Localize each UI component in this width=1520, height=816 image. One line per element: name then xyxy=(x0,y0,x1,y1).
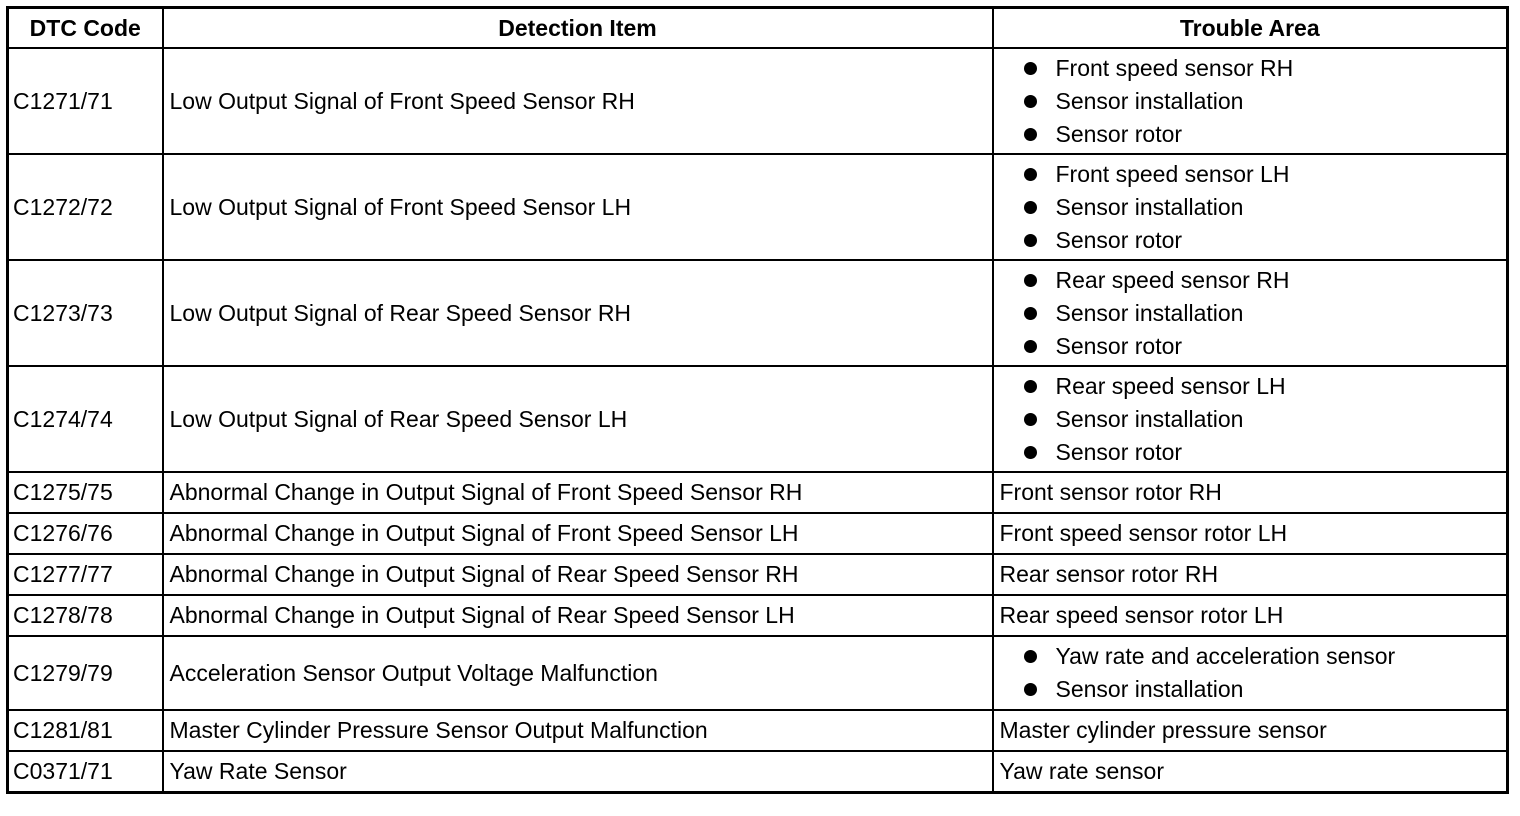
trouble-list-item xyxy=(1020,297,1501,330)
bullet-icon xyxy=(1024,95,1037,108)
header-row xyxy=(8,8,1508,49)
table-row xyxy=(8,513,1508,554)
trouble-list xyxy=(1000,52,1501,151)
dtc-code-cell: C1276/76 xyxy=(8,513,163,554)
header-dtc-code: DTC Code xyxy=(8,8,163,49)
detection-item-cell: Master Cylinder Pressure Sensor Output Malfunction xyxy=(163,710,993,751)
table-row xyxy=(8,366,1508,472)
table-row xyxy=(8,595,1508,636)
trouble-area-cell xyxy=(993,636,1508,710)
trouble-list-item xyxy=(1020,224,1501,257)
trouble-list-item xyxy=(1020,52,1501,85)
dtc-code-cell: C1279/79 xyxy=(8,636,163,710)
bullet-icon xyxy=(1024,307,1037,320)
bullet-icon xyxy=(1024,446,1037,459)
bullet-icon xyxy=(1024,274,1037,287)
detection-item-cell: Yaw Rate Sensor xyxy=(163,751,993,793)
trouble-list-item xyxy=(1020,191,1501,224)
trouble-list-item xyxy=(1020,85,1501,118)
bullet-icon xyxy=(1024,201,1037,214)
trouble-area-cell xyxy=(993,366,1508,472)
trouble-item-text: Sensor installation xyxy=(1055,87,1244,114)
table-row xyxy=(8,48,1508,154)
dtc-code-cell: C1273/73 xyxy=(8,260,163,366)
trouble-item-text: Rear speed sensor RH xyxy=(1055,266,1290,293)
trouble-list xyxy=(1000,640,1501,706)
dtc-code-cell: C1274/74 xyxy=(8,366,163,472)
trouble-area-cell: Rear sensor rotor RH xyxy=(993,554,1508,595)
trouble-area-cell: Master cylinder pressure sensor xyxy=(993,710,1508,751)
detection-item-cell: Low Output Signal of Rear Speed Sensor RH xyxy=(163,260,993,366)
bullet-icon xyxy=(1024,340,1037,353)
trouble-area-cell xyxy=(993,48,1508,154)
dtc-code-cell: C1281/81 xyxy=(8,710,163,751)
header-detection-item: Detection Item xyxy=(163,8,993,49)
trouble-list-item xyxy=(1020,673,1501,706)
trouble-list-item xyxy=(1020,264,1501,297)
detection-item-cell: Abnormal Change in Output Signal of Rear Speed Sensor RH xyxy=(163,554,993,595)
trouble-list-item xyxy=(1020,640,1501,673)
bullet-icon xyxy=(1024,683,1037,696)
trouble-item-text: Sensor rotor xyxy=(1055,332,1183,359)
bullet-icon xyxy=(1024,413,1037,426)
trouble-item-text: Front speed sensor RH xyxy=(1055,54,1294,81)
trouble-item-text: Sensor rotor xyxy=(1055,226,1183,253)
trouble-area-cell: Front speed sensor rotor LH xyxy=(993,513,1508,554)
trouble-area-cell: Yaw rate sensor xyxy=(993,751,1508,793)
header-trouble-area: Trouble Area xyxy=(993,8,1508,49)
trouble-item-text: Sensor rotor xyxy=(1055,438,1183,465)
table-row xyxy=(8,154,1508,260)
dtc-code-cell: C1275/75 xyxy=(8,472,163,513)
trouble-item-text: Sensor installation xyxy=(1055,405,1244,432)
trouble-list-item xyxy=(1020,330,1501,363)
table-row xyxy=(8,472,1508,513)
trouble-item-text: Sensor installation xyxy=(1055,676,1244,702)
trouble-list-item xyxy=(1020,436,1501,469)
table-row xyxy=(8,554,1508,595)
detection-item-cell: Abnormal Change in Output Signal of Rear Speed Sensor LH xyxy=(163,595,993,636)
trouble-area-cell: Front sensor rotor RH xyxy=(993,472,1508,513)
bullet-icon xyxy=(1024,168,1037,181)
trouble-area-cell: Rear speed sensor rotor LH xyxy=(993,595,1508,636)
detection-item-cell: Acceleration Sensor Output Voltage Malfunction xyxy=(163,636,993,710)
trouble-list xyxy=(1000,370,1501,469)
trouble-list xyxy=(1000,158,1501,257)
trouble-item-text: Yaw rate and acceleration sensor xyxy=(1055,643,1396,669)
table-row xyxy=(8,260,1508,366)
trouble-list-item xyxy=(1020,118,1501,151)
trouble-item-text: Sensor installation xyxy=(1055,299,1244,326)
bullet-icon xyxy=(1024,128,1037,141)
trouble-item-text: Sensor installation xyxy=(1055,193,1244,220)
dtc-code-cell: C1271/71 xyxy=(8,48,163,154)
trouble-list-item xyxy=(1020,158,1501,191)
detection-item-cell: Low Output Signal of Rear Speed Sensor LH xyxy=(163,366,993,472)
table-row xyxy=(8,751,1508,793)
trouble-area-cell xyxy=(993,154,1508,260)
trouble-area-cell xyxy=(993,260,1508,366)
trouble-item-text: Front speed sensor LH xyxy=(1055,160,1290,187)
bullet-icon xyxy=(1024,234,1037,247)
bullet-icon xyxy=(1024,380,1037,393)
dtc-code-cell: C0371/71 xyxy=(8,751,163,793)
trouble-list-item xyxy=(1020,370,1501,403)
trouble-list-item xyxy=(1020,403,1501,436)
bullet-icon xyxy=(1024,62,1037,75)
detection-item-cell: Abnormal Change in Output Signal of Front Speed Sensor LH xyxy=(163,513,993,554)
detection-item-cell: Abnormal Change in Output Signal of Front Speed Sensor RH xyxy=(163,472,993,513)
dtc-code-cell: C1277/77 xyxy=(8,554,163,595)
trouble-item-text: Rear speed sensor LH xyxy=(1055,372,1286,399)
trouble-item-text: Sensor rotor xyxy=(1055,120,1183,147)
detection-item-cell: Low Output Signal of Front Speed Sensor LH xyxy=(163,154,993,260)
table-row xyxy=(8,636,1508,710)
dtc-code-cell: C1272/72 xyxy=(8,154,163,260)
detection-item-cell: Low Output Signal of Front Speed Sensor RH xyxy=(163,48,993,154)
bullet-icon xyxy=(1024,650,1037,663)
dtc-code-cell: C1278/78 xyxy=(8,595,163,636)
dtc-table xyxy=(6,6,1509,794)
table-row xyxy=(8,710,1508,751)
trouble-list xyxy=(1000,264,1501,363)
